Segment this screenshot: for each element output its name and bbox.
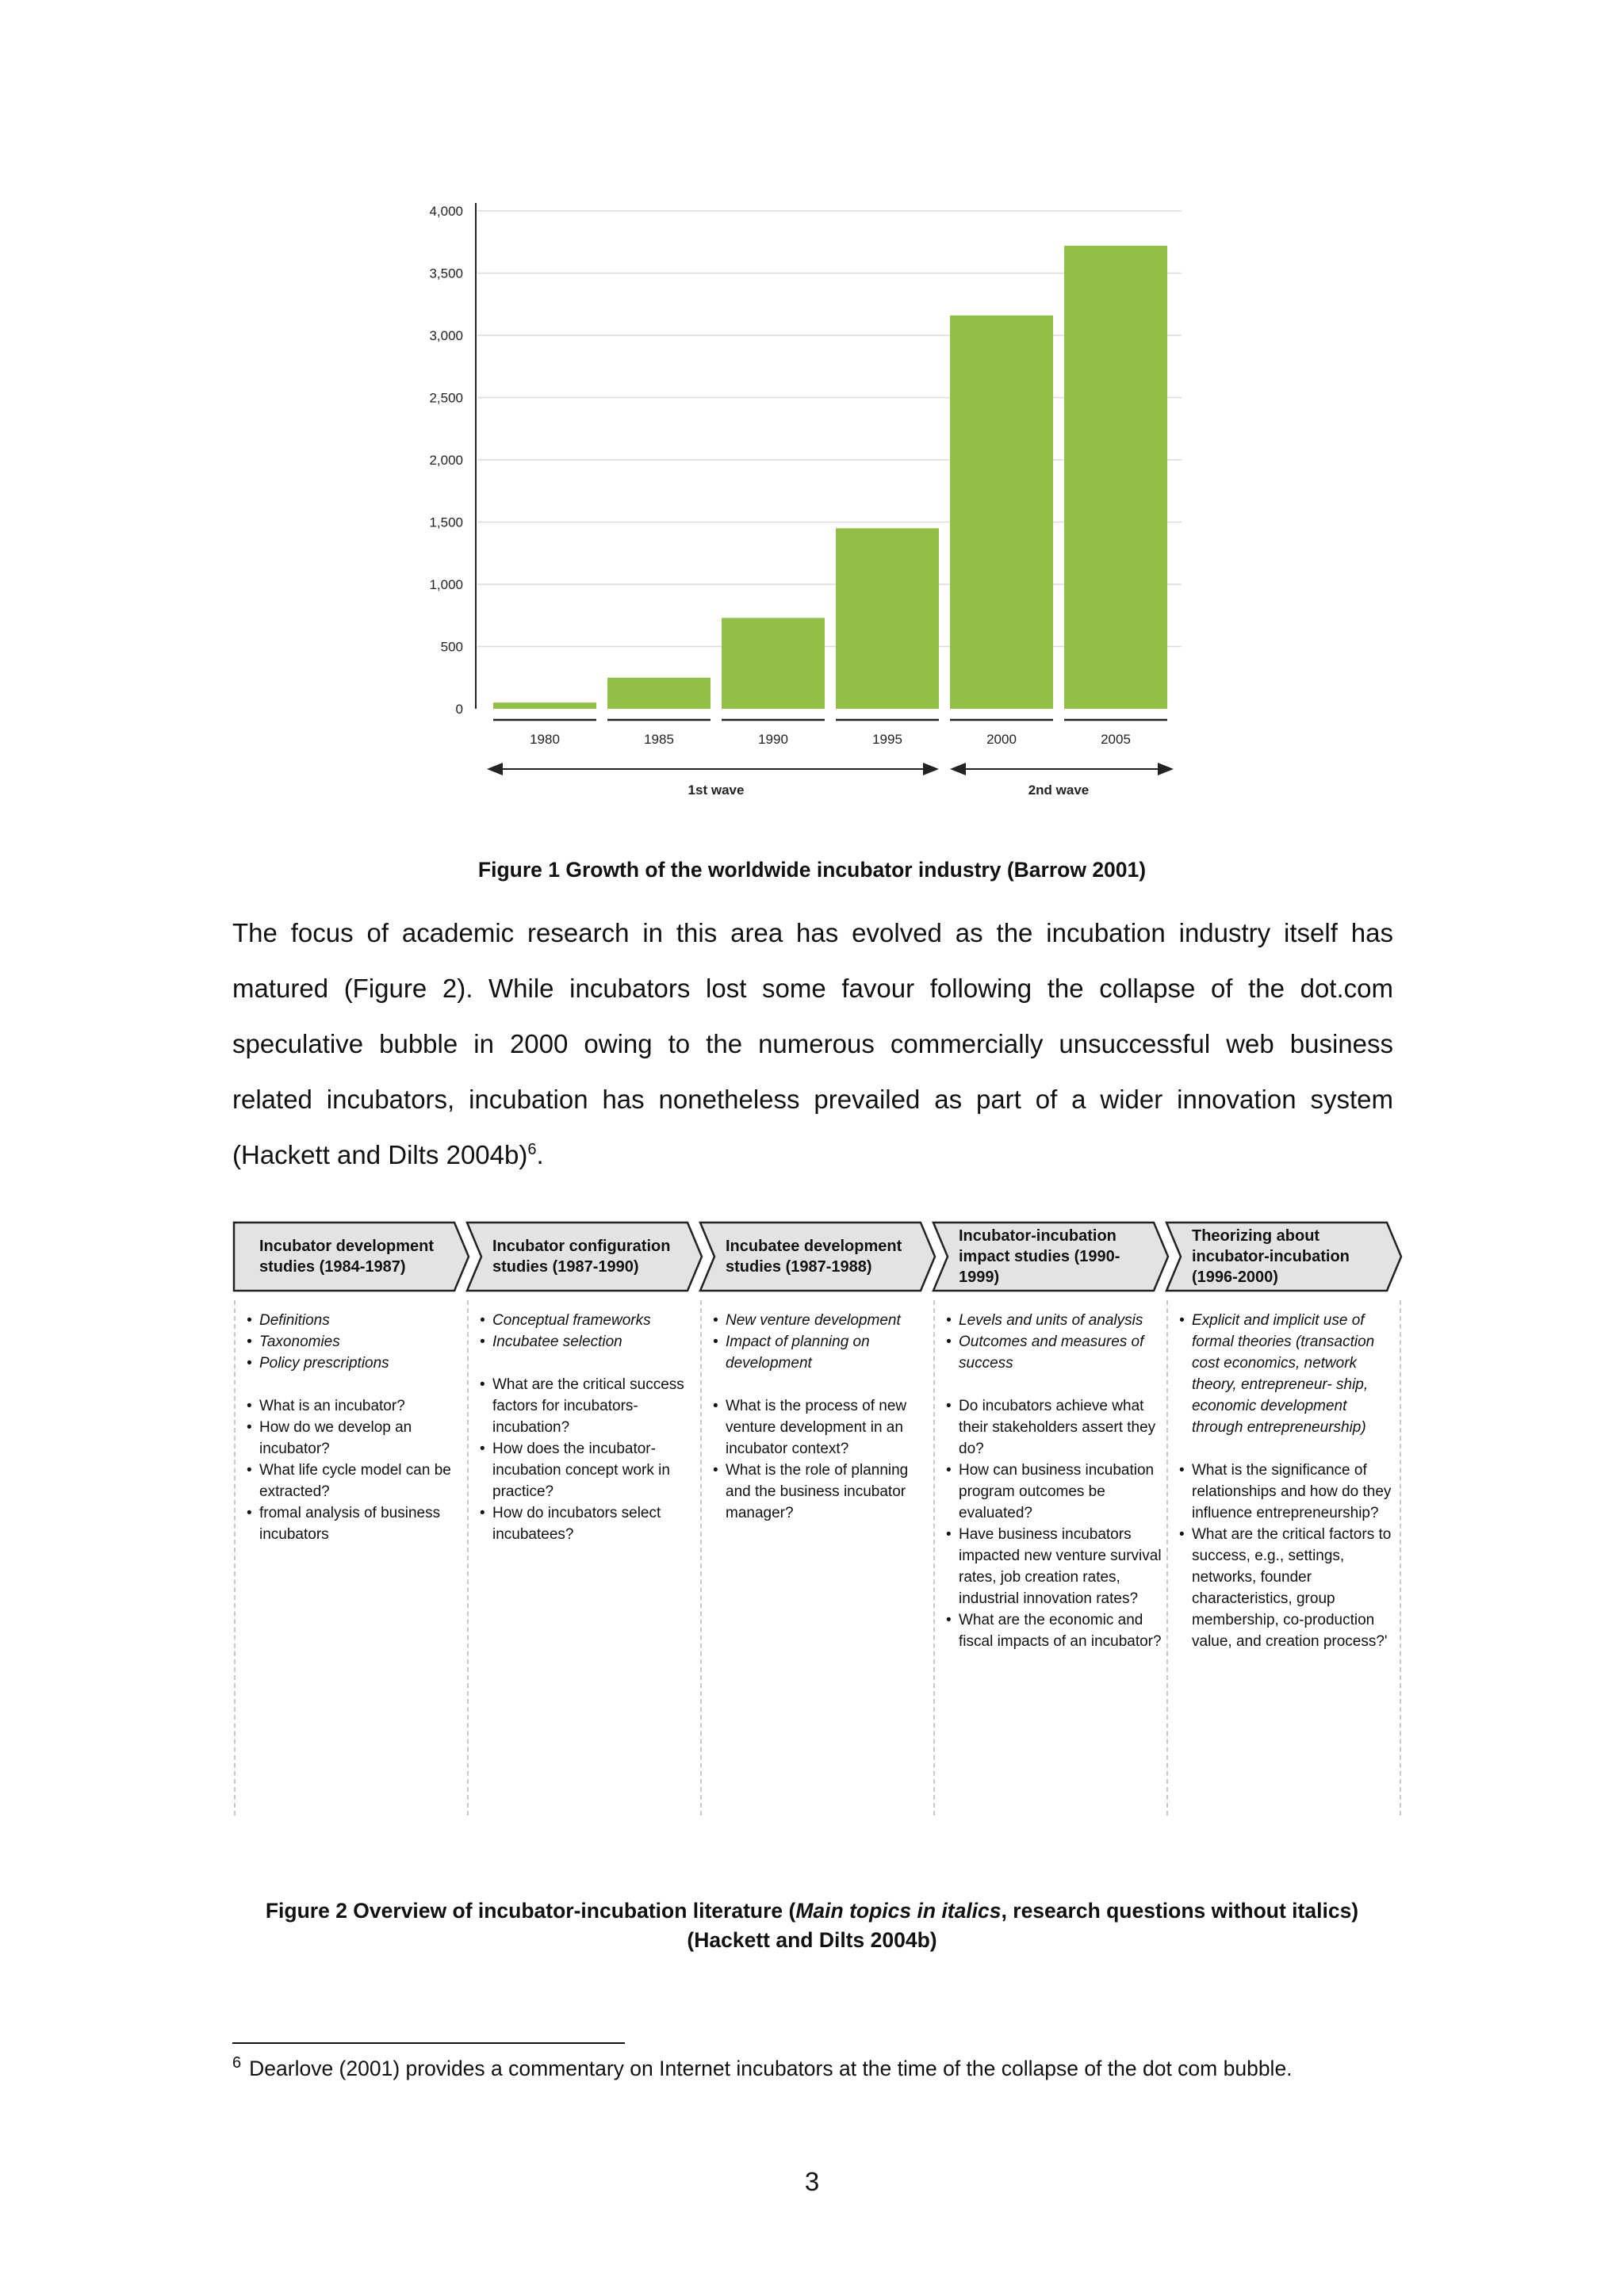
wave-annotations	[495, 769, 1166, 798]
column-body-1	[247, 1310, 467, 1545]
bar-1985	[607, 678, 710, 709]
column-body-5	[1179, 1310, 1400, 1652]
column-header-label: Incubator development studies (1984-1987)	[259, 1238, 435, 1276]
footnote-number: 6	[232, 2054, 242, 2072]
column-body-4	[946, 1310, 1166, 1652]
x-tick-label: 1985	[644, 732, 674, 747]
figure2-caption	[0, 1899, 1624, 1923]
research-question: • What is the process of new venture development in an incubator context?	[713, 1395, 933, 1460]
footnote-text: Dearlove (2001) provides a commentary on Internet incubators at the time of the collapse of the dot com bubble.	[249, 2057, 1293, 2080]
x-tick-label: 1995	[872, 732, 902, 747]
column-header-3	[699, 1221, 936, 1292]
column-header-1	[232, 1221, 470, 1292]
page-number: 3	[804, 2167, 820, 2196]
research-question: • How does the incubator-incubation concept work in practice?	[480, 1438, 700, 1502]
research-question: • What is the significance of relationships and how do they influence entrepreneurship?	[1179, 1460, 1400, 1524]
column-header-label: Incubator configuration studies (1987-1990)	[492, 1238, 671, 1276]
footnote	[232, 2054, 1293, 2081]
column-divider	[1166, 1300, 1168, 1816]
paragraph-line: matured (Figure 2). While incubators lost some favour following the collapse of the dot.com	[232, 974, 1393, 1003]
bar-1980	[493, 702, 596, 709]
figure2-literature-overview	[232, 1221, 1398, 1831]
column-divider	[1400, 1300, 1401, 1816]
column-body-3	[713, 1310, 933, 1524]
figure1-caption: Figure 1 Growth of the worldwide incubator industry (Barrow 2001)	[477, 858, 1147, 882]
column-header-label: Incubator-incubation impact studies (1990-1999)	[959, 1227, 1120, 1286]
y-axis-ticks	[429, 204, 463, 717]
y-tick-label: 2,000	[429, 453, 463, 468]
column-header-5	[1165, 1221, 1403, 1292]
footnote-reference: 6	[527, 1141, 537, 1158]
y-tick-label: 3,000	[429, 328, 463, 343]
research-question: • What are the critical success factors for incubators-incubation?	[480, 1374, 700, 1438]
bars	[493, 246, 1167, 709]
column-body-2	[480, 1310, 700, 1545]
main-topic: • Explicit and implicit use of formal theories (transaction cost economics, network theory, entrepreneur- ship, economic development through entrepreneurship)	[1179, 1310, 1400, 1438]
research-question: • fromal analysis of business incubators	[247, 1502, 467, 1545]
main-topic: • New venture development	[713, 1310, 933, 1331]
y-tick-label: 1,000	[429, 577, 463, 592]
column-divider	[933, 1300, 935, 1816]
research-question: • How can business incubation program outcomes be evaluated?	[946, 1460, 1166, 1524]
column-header-label: Theorizing about incubator-incubation (1996-2000)	[1192, 1227, 1350, 1286]
incubator-growth-bar-chart	[404, 190, 1197, 809]
paragraph-end: .	[536, 1140, 544, 1169]
x-tick-label: 2000	[986, 732, 1017, 747]
paragraph-line: related incubators, incubation has nonetheless prevailed as part of a wider innovation system	[232, 1085, 1393, 1114]
y-tick-label: 4,000	[429, 204, 463, 219]
paragraph-last-line	[232, 1140, 1393, 1170]
paragraph-line: The focus of academic research in this area has evolved as the incubation industry itself has	[232, 918, 1393, 947]
research-question: • How do incubators select incubatees?	[480, 1502, 700, 1545]
main-topic: • Definitions	[247, 1310, 467, 1331]
column-header-2	[465, 1221, 703, 1292]
main-topic: • Taxonomies	[247, 1331, 467, 1353]
research-question: • Do incubators achieve what their stakeholders assert they do?	[946, 1395, 1166, 1460]
wave-label: 2nd wave	[1028, 783, 1090, 798]
main-topic: • Policy prescriptions	[247, 1353, 467, 1374]
research-question: • What is an incubator?	[247, 1395, 467, 1417]
x-tick-label: 1990	[758, 732, 788, 747]
bar-2000	[950, 316, 1053, 709]
main-topic: • Incubatee selection	[480, 1331, 700, 1353]
bar-1995	[836, 528, 939, 709]
caption-text: Figure 2 Overview of incubator-incubation literature (	[265, 1899, 796, 1923]
column-divider	[467, 1300, 469, 1816]
bar-2005	[1064, 246, 1167, 709]
main-topic: • Impact of planning on development	[713, 1331, 933, 1374]
x-tick-label: 2005	[1101, 732, 1131, 747]
research-question: • What are the economic and fiscal impacts of an incubator?	[946, 1609, 1166, 1652]
main-topic: • Conceptual frameworks	[480, 1310, 700, 1331]
column-header-4	[932, 1221, 1170, 1292]
research-question: • What life cycle model can be extracted?	[247, 1460, 467, 1502]
paragraph-line: speculative bubble in 2000 owing to the numerous commercially unsuccessful web business	[232, 1029, 1393, 1058]
column-divider	[234, 1300, 236, 1816]
research-question: • How do we develop an incubator?	[247, 1417, 467, 1460]
y-tick-label: 500	[440, 639, 463, 655]
research-question: • What are the critical factors to success, e.g., settings, networks, founder characteristics, group membership, co-production value, and creation process?'	[1179, 1524, 1400, 1652]
research-question: • What is the role of planning and the business incubator manager?	[713, 1460, 933, 1524]
y-tick-label: 1,500	[429, 515, 463, 530]
caption-text: , research questions without italics)	[1001, 1899, 1359, 1923]
main-topic: • Outcomes and measures of success	[946, 1331, 1166, 1374]
column-divider	[700, 1300, 702, 1816]
caption-italic-text: Main topics in italics	[795, 1899, 1002, 1923]
y-tick-label: 2,500	[429, 390, 463, 406]
x-tick-label: 1980	[530, 732, 560, 747]
paragraph-line: (Hackett and Dilts 2004b)	[232, 1140, 528, 1169]
footnote-rule	[232, 2042, 625, 2044]
figure2-caption-source: (Hackett and Dilts 2004b)	[687, 1928, 937, 1952]
x-axis-labels	[530, 732, 1131, 747]
y-tick-label: 0	[455, 702, 463, 717]
research-question: • Have business incubators impacted new venture survival rates, job creation rates, industrial innovation rates?	[946, 1524, 1166, 1609]
wave-label: 1st wave	[688, 783, 745, 798]
y-tick-label: 3,500	[429, 266, 463, 281]
column-header-label: Incubatee development studies (1987-1988)	[726, 1238, 902, 1276]
main-topic: • Levels and units of analysis	[946, 1310, 1166, 1331]
bar-1990	[722, 618, 825, 709]
